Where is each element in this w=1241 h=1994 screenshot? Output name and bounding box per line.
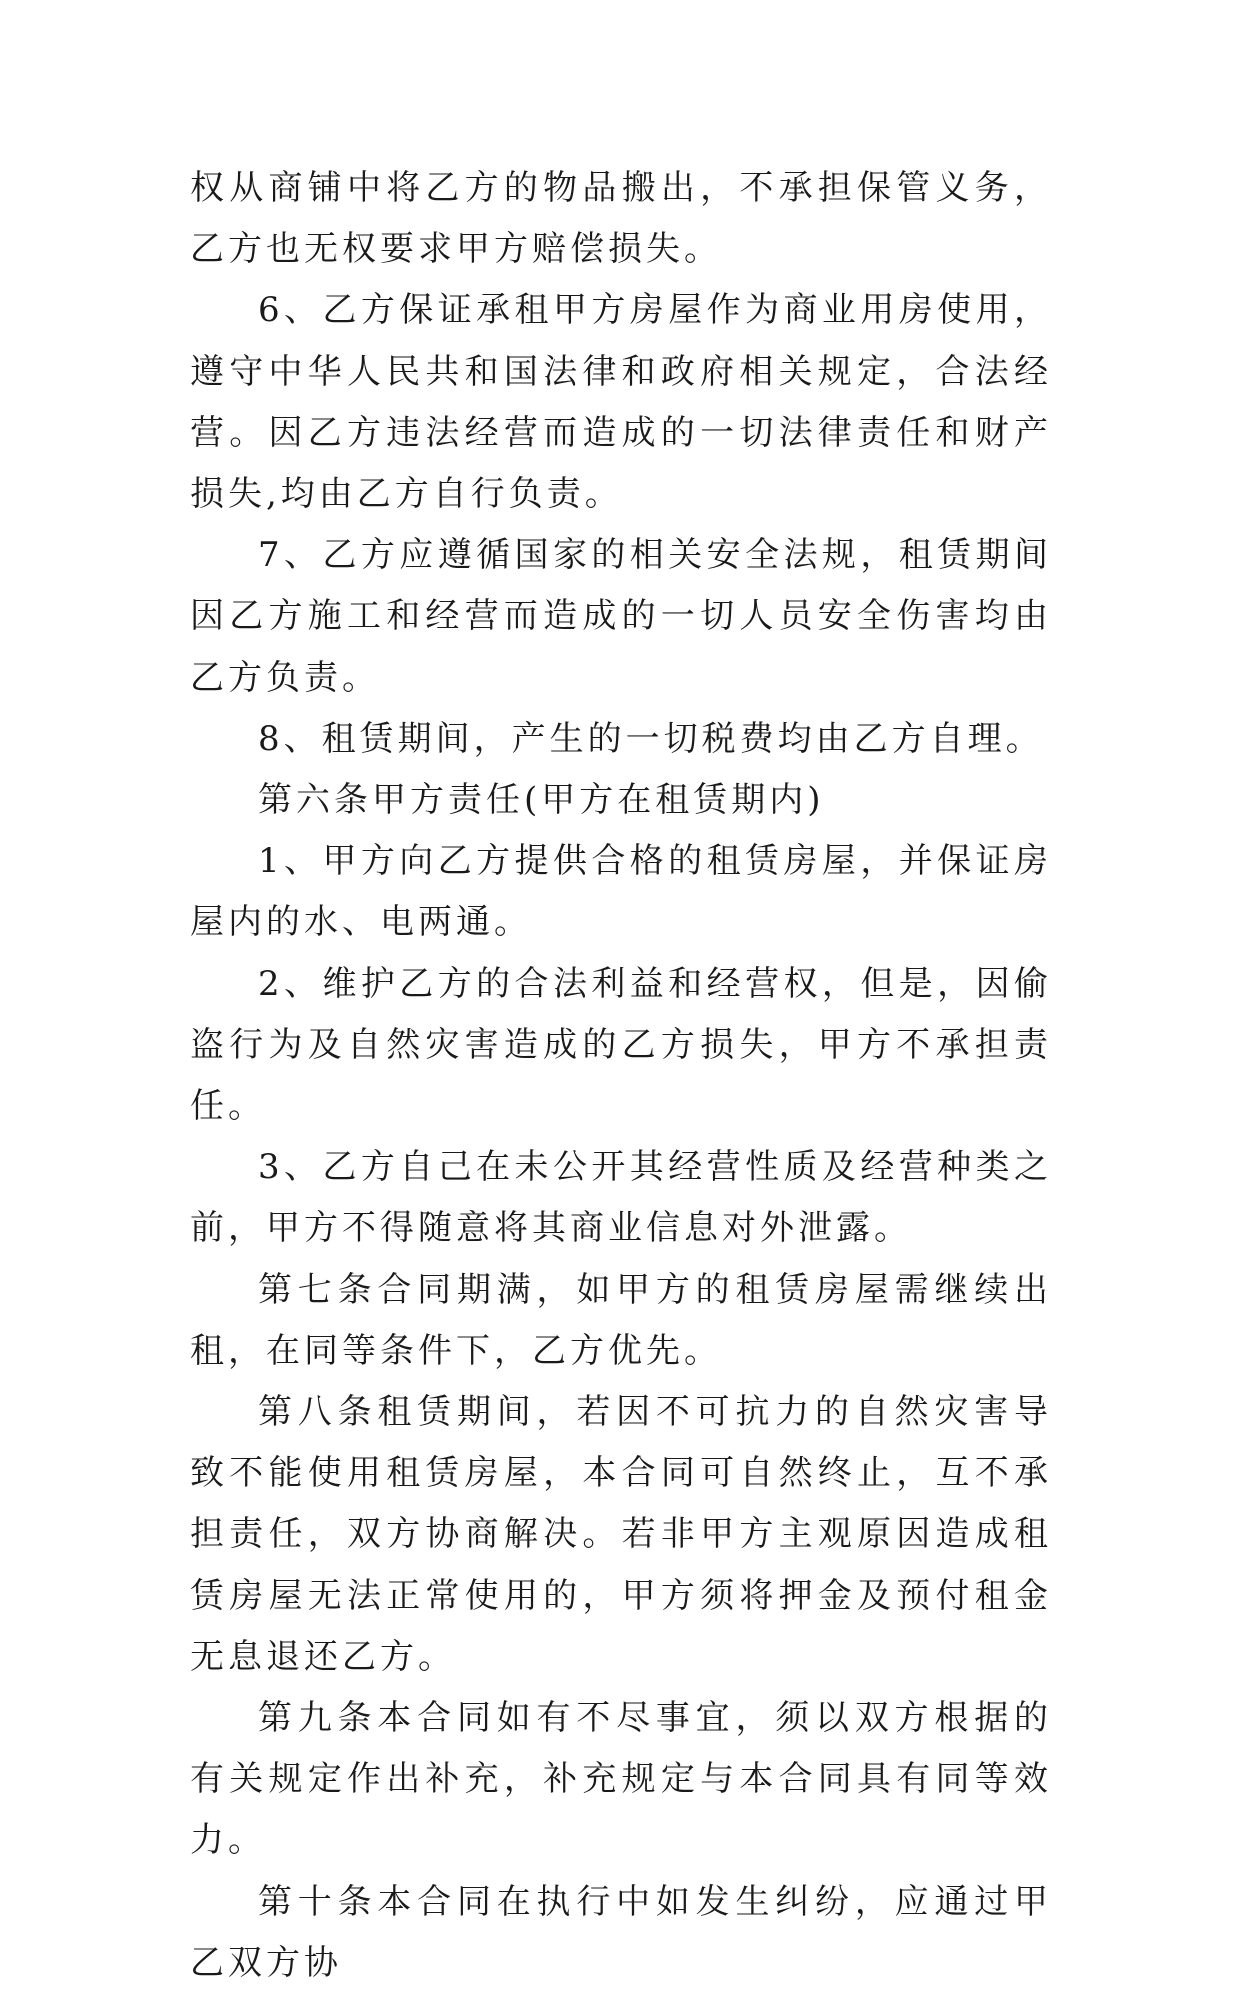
paragraph-continuation: 权从商铺中将乙方的物品搬出，不承担保管义务，乙方也无权要求甲方赔偿损失。: [190, 168, 1052, 270]
paragraph-article-9: 第九条本合同如有不尽事宜，须以双方根据的有关规定作出补充，补充规定与本合同具有同等效力。: [190, 1698, 1052, 1861]
document-body: [190, 158, 1052, 1994]
paragraph-clause-6: 6、乙方保证承租甲方房屋作为商业用房使用，遵守中华人民共和国法律和政府相关规定，合法经营。因乙方违法经营而造成的一切法律责任和财产损失,均由乙方自行负责。: [190, 290, 1052, 515]
paragraph-article-6-item-3: 3、乙方自己在未公开其经营性质及经营种类之前，甲方不得随意将其商业信息对外泄露。: [190, 1147, 1052, 1249]
paragraph-article-6-item-2: 2、维护乙方的合法利益和经营权，但是，因偷盗行为及自然灾害造成的乙方损失，甲方不承担责任。: [190, 963, 1052, 1127]
paragraph-article-8: 第八条租赁期间，若因不可抗力的自然灾害导致不能使用租赁房屋，本合同可自然终止，互不承担责任，双方协商解决。若非甲方主观原因造成租赁房屋无法正常使用的，甲方须将押金及预付租金无息退还乙方。: [190, 1392, 1052, 1677]
paragraph-clause-7: 7、乙方应遵循国家的相关安全法规，租赁期间因乙方施工和经营而造成的一切人员安全伤害均由乙方负责。: [190, 535, 1052, 698]
paragraph-article-6-heading: 第六条甲方责任(甲方在租赁期内): [258, 780, 825, 821]
paragraph-article-10: 第十条本合同在执行中如发生纠纷，应通过甲乙双方协: [190, 1881, 1052, 1983]
paragraph-article-7: 第七条合同期满，如甲方的租赁房屋需继续出租，在同等条件下，乙方优先。: [190, 1269, 1052, 1371]
paragraph-article-6-item-1: 1、甲方向乙方提供合格的租赁房屋，并保证房屋内的水、电两通。: [190, 841, 1052, 943]
paragraph-clause-8: 8、租赁期间，产生的一切税费均由乙方自理。: [258, 718, 1044, 759]
